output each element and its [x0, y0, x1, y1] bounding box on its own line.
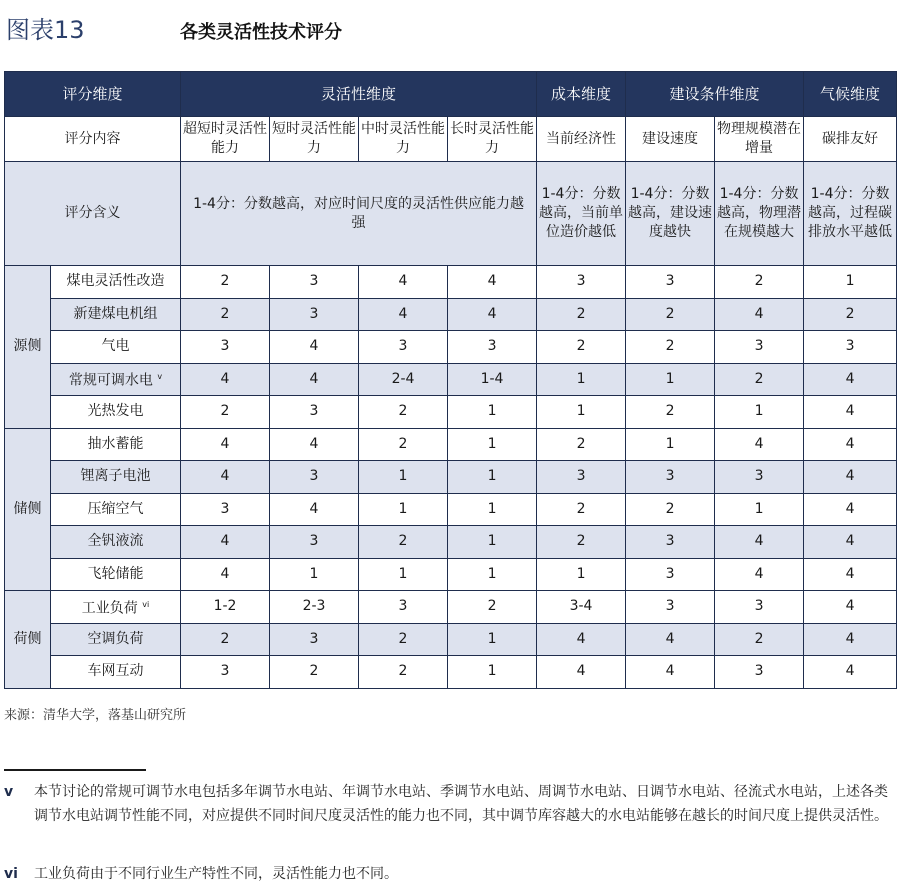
score-cell: 4: [359, 266, 448, 299]
table-row: [5, 266, 897, 299]
footnote-rule: [4, 769, 146, 771]
score-cell: 1: [270, 558, 359, 591]
group-label: 源侧: [5, 266, 51, 429]
meaning-carbon: 1-4分：分数越高，过程碳排放水平越低: [804, 162, 897, 266]
score-cell: 4: [537, 623, 626, 656]
footnote-ref: vi: [142, 599, 150, 609]
row-label: [51, 526, 181, 559]
table-row: [5, 526, 897, 559]
score-cell: 1: [359, 493, 448, 526]
score-cell: 3: [448, 331, 537, 364]
score-cell: 4: [181, 363, 270, 396]
content-col: 物理规模潜在增量: [715, 117, 804, 162]
score-cell: 3: [715, 591, 804, 624]
score-cell: 3: [270, 623, 359, 656]
row-label: [51, 558, 181, 591]
footnote-v: [4, 780, 896, 828]
score-cell: 2-3: [270, 591, 359, 624]
score-cell: 2: [537, 298, 626, 331]
score-cell: 4: [270, 493, 359, 526]
row-label: [51, 623, 181, 656]
score-cell: 2: [359, 428, 448, 461]
content-col: 建设速度: [626, 117, 715, 162]
content-col: 短时灵活性能力: [270, 117, 359, 162]
header-build: 建设条件维度: [626, 72, 804, 117]
score-cell: 1: [359, 558, 448, 591]
group-label: 储侧: [5, 428, 51, 591]
row-name: 车网互动: [87, 663, 144, 680]
score-cell: 1: [537, 363, 626, 396]
score-cell: 2-4: [359, 363, 448, 396]
score-cell: 4: [804, 396, 897, 429]
row-label: [51, 591, 181, 624]
score-cell: 3: [270, 298, 359, 331]
footnote-text: 工业负荷由于不同行业生产特性不同，灵活性能力也不同。: [34, 866, 398, 882]
score-cell: 3: [359, 331, 448, 364]
header-cost: 成本维度: [537, 72, 626, 117]
score-cell: 2: [715, 623, 804, 656]
table-row: [5, 558, 897, 591]
score-cell: 4: [804, 591, 897, 624]
score-cell: 4: [715, 298, 804, 331]
row-name: 常规可调水电: [68, 373, 153, 390]
row-name: 新建煤电机组: [73, 305, 158, 322]
score-cell: 4: [715, 558, 804, 591]
row-label: [51, 493, 181, 526]
footnote-ref: v: [157, 372, 163, 382]
score-cell: 2: [359, 656, 448, 689]
table-row: [5, 396, 897, 429]
score-cell: 3: [181, 493, 270, 526]
table-row: [5, 461, 897, 494]
scoring-table: [4, 71, 897, 689]
row-name: 气电: [101, 338, 130, 355]
score-cell: 2: [626, 396, 715, 429]
score-cell: 4: [537, 656, 626, 689]
footnote-mark: vi: [4, 866, 18, 882]
content-col: 超短时灵活性能力: [181, 117, 270, 162]
content-col: 碳排友好: [804, 117, 897, 162]
header-climate: 气候维度: [804, 72, 897, 117]
footnote-text: 本节讨论的常规可调节水电包括多年调节水电站、年调节水电站、季调节水电站、周调节水电站、日调节水电站、径流式水电站，上述各类调节水电站调节性能不同，对应提供不同时间尺度灵活性的能力也不同，其中调节库容越大的水电站能够在越长的时间尺度上提供灵活性。: [34, 784, 888, 824]
header-flex: 灵活性维度: [181, 72, 537, 117]
score-cell: 4: [804, 526, 897, 559]
table-row: [5, 363, 897, 396]
content-col: 当前经济性: [537, 117, 626, 162]
meaning-scale: 1-4分：分数越高，物理潜在规模越大: [715, 162, 804, 266]
score-cell: 3: [270, 266, 359, 299]
score-cell: 3: [359, 591, 448, 624]
score-cell: 4: [804, 623, 897, 656]
score-cell: 3: [715, 461, 804, 494]
score-cell: 4: [626, 656, 715, 689]
score-cell: 3: [626, 461, 715, 494]
score-cell: 2: [715, 266, 804, 299]
content-label: 评分内容: [5, 117, 181, 162]
score-cell: 2: [537, 428, 626, 461]
score-cell: 1: [448, 461, 537, 494]
table-row: [5, 331, 897, 364]
content-col: 长时灵活性能力: [448, 117, 537, 162]
score-cell: 2: [448, 591, 537, 624]
score-cell: 3: [270, 396, 359, 429]
score-cell: 3: [181, 656, 270, 689]
row-label: [51, 428, 181, 461]
content-row: [5, 117, 897, 162]
score-cell: 3: [270, 461, 359, 494]
score-cell: 4: [626, 623, 715, 656]
row-name: 压缩空气: [87, 500, 144, 517]
score-cell: 4: [270, 363, 359, 396]
score-cell: 4: [804, 656, 897, 689]
score-cell: 1: [448, 558, 537, 591]
row-name: 飞轮储能: [87, 565, 144, 582]
score-cell: 2: [359, 623, 448, 656]
score-cell: 4: [804, 363, 897, 396]
score-cell: 1: [448, 656, 537, 689]
score-cell: 4: [181, 558, 270, 591]
row-name: 抽水蓄能: [87, 435, 144, 452]
row-label: [51, 266, 181, 299]
group-label: 荷侧: [5, 591, 51, 689]
score-cell: 2: [270, 656, 359, 689]
table-row: [5, 591, 897, 624]
score-cell: 3: [804, 331, 897, 364]
score-cell: 1: [715, 396, 804, 429]
content-col: 中时灵活性能力: [359, 117, 448, 162]
score-cell: 1: [537, 396, 626, 429]
score-cell: 1: [448, 623, 537, 656]
score-cell: 2: [181, 298, 270, 331]
score-cell: 3: [715, 656, 804, 689]
row-label: [51, 461, 181, 494]
score-cell: 2: [537, 493, 626, 526]
score-cell: 3: [626, 558, 715, 591]
score-cell: 1-2: [181, 591, 270, 624]
source-note: 来源：清华大学，落基山研究所: [4, 708, 187, 723]
score-cell: 4: [181, 526, 270, 559]
score-cell: 2: [181, 396, 270, 429]
figure-title: 各类灵活性技术评分: [180, 22, 342, 43]
score-cell: 4: [448, 266, 537, 299]
score-cell: 2: [537, 331, 626, 364]
row-label: [51, 298, 181, 331]
row-name: 空调负荷: [87, 630, 144, 647]
meaning-flex: 1-4分：分数越高，对应时间尺度的灵活性供应能力越强: [181, 162, 537, 266]
footnote-mark: v: [4, 784, 14, 800]
row-name: 全钒液流: [87, 533, 144, 550]
score-cell: 1: [626, 363, 715, 396]
row-label: [51, 331, 181, 364]
score-cell: 2: [537, 526, 626, 559]
meaning-label: 评分含义: [5, 162, 181, 266]
header-dim: 评分维度: [5, 72, 181, 117]
score-cell: 3: [181, 331, 270, 364]
score-cell: 4: [804, 428, 897, 461]
score-cell: 1: [715, 493, 804, 526]
score-cell: 4: [359, 298, 448, 331]
meaning-speed: 1-4分：分数越高，建设速度越快: [626, 162, 715, 266]
row-name: 煤电灵活性改造: [66, 273, 165, 290]
score-cell: 2: [626, 298, 715, 331]
score-cell: 3: [626, 266, 715, 299]
score-cell: 1: [804, 266, 897, 299]
score-cell: 4: [804, 558, 897, 591]
score-cell: 2: [181, 623, 270, 656]
score-cell: 2: [181, 266, 270, 299]
meaning-row: [5, 162, 897, 266]
score-cell: 3: [715, 331, 804, 364]
row-name: 工业负荷: [81, 600, 138, 617]
score-cell: 1: [359, 461, 448, 494]
table-row: [5, 428, 897, 461]
header-row: [5, 72, 897, 117]
score-cell: 4: [448, 298, 537, 331]
row-label: [51, 656, 181, 689]
score-cell: 3: [537, 461, 626, 494]
score-cell: 4: [804, 461, 897, 494]
score-cell: 3-4: [537, 591, 626, 624]
score-cell: 2: [626, 331, 715, 364]
score-cell: 1: [537, 558, 626, 591]
row-name: 锂离子电池: [80, 468, 151, 485]
score-cell: 3: [537, 266, 626, 299]
score-cell: 2: [804, 298, 897, 331]
score-cell: 3: [626, 526, 715, 559]
row-label: [51, 363, 181, 396]
score-cell: 4: [715, 428, 804, 461]
score-cell: 1-4: [448, 363, 537, 396]
score-cell: 2: [626, 493, 715, 526]
table-row: [5, 493, 897, 526]
score-cell: 4: [181, 461, 270, 494]
score-cell: 4: [804, 493, 897, 526]
score-cell: 1: [448, 428, 537, 461]
meaning-cost: 1-4分：分数越高，当前单位造价越低: [537, 162, 626, 266]
table-row: [5, 656, 897, 689]
score-cell: 1: [626, 428, 715, 461]
row-name: 光热发电: [87, 403, 144, 420]
table-row: [5, 298, 897, 331]
score-cell: 1: [448, 493, 537, 526]
score-cell: 2: [715, 363, 804, 396]
score-cell: 3: [626, 591, 715, 624]
score-cell: 2: [359, 396, 448, 429]
score-cell: 1: [448, 526, 537, 559]
figure-label: 图表13: [6, 16, 85, 44]
score-cell: 1: [448, 396, 537, 429]
table-row: [5, 623, 897, 656]
score-cell: 3: [270, 526, 359, 559]
score-cell: 4: [715, 526, 804, 559]
footnote-vi: [4, 862, 896, 886]
row-label: [51, 396, 181, 429]
score-cell: 4: [270, 331, 359, 364]
score-cell: 2: [359, 526, 448, 559]
score-cell: 4: [270, 428, 359, 461]
score-cell: 4: [181, 428, 270, 461]
figure-header: [4, 6, 896, 46]
